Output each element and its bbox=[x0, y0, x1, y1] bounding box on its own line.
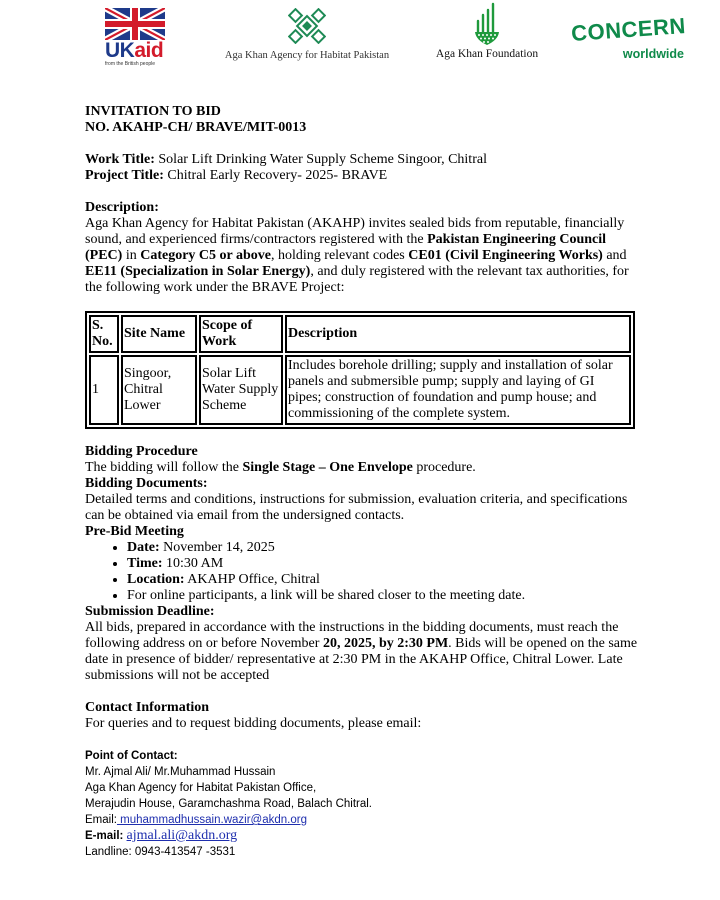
email-label: Email: bbox=[85, 814, 117, 826]
contact-names: Mr. Ajmal Ali/ Mr.Muhammad Hussain bbox=[85, 766, 276, 778]
cell-sno: 1 bbox=[89, 355, 119, 425]
work-title bbox=[85, 152, 645, 168]
deadline-text-part: . Bids will be opened on the same date in presence of bidder/ representative at 2:30 PM in the AKAHP Office, Chitral Lower. Late submissions will not be accepted bbox=[85, 636, 638, 683]
pre-bid-meeting-heading: Pre-Bid Meeting bbox=[85, 524, 184, 539]
meeting-item-label: Location: bbox=[127, 572, 185, 587]
bid-number: NO. AKAHP-CH/ BRAVE/MIT-0013 bbox=[85, 120, 307, 135]
akf-logo-name: Aga Khan Foundation bbox=[435, 48, 539, 60]
description-text-part: , holding relevant codes bbox=[271, 248, 409, 263]
work-title-label: Work Title: bbox=[85, 152, 155, 167]
meeting-item-value: For online participants, a link will be shared closer to the meeting date. bbox=[127, 588, 526, 603]
bidding-procedure-text bbox=[85, 460, 645, 476]
meeting-online-note bbox=[127, 588, 645, 604]
akf-logo bbox=[432, 2, 542, 60]
cell-description: Includes borehole drilling; supply and installation of solar panels and submersible pump; supply and laying of GI pipes; construction of foundation and pump house; and commissioning of the complete system. bbox=[285, 355, 631, 425]
landline-label: Landline: bbox=[85, 846, 132, 858]
meeting-time bbox=[127, 556, 645, 572]
procedure-type: Single Stage – One Envelope bbox=[242, 460, 413, 475]
project-title-value: Chitral Early Recovery- 2025- BRAVE bbox=[163, 168, 388, 183]
code-ee11-text: EE11 (Specialization in Solar Energy) bbox=[85, 264, 311, 279]
work-title-value: Solar Lift Drinking Water Supply Scheme Singoor, Chitral bbox=[154, 152, 487, 167]
code-ce01-text: CE01 (Civil Engineering Works) bbox=[408, 248, 603, 263]
email-link-ajmal-ali[interactable]: ajmal.ali@akdn.org bbox=[126, 828, 238, 843]
description-text-part: and bbox=[602, 248, 627, 263]
contact-address: Merajudin House, Garamchashma Road, Balach Chitral. bbox=[85, 798, 372, 810]
ukaid-tagline: from the British people bbox=[105, 61, 156, 67]
akah-logo bbox=[222, 8, 392, 61]
meeting-item-value: AKAHP Office, Chitral bbox=[184, 572, 320, 587]
description-text-part: Aga Khan Agency for Habitat Pakistan (AKAHP) invites sealed bids from reputable, financially sound, and experienced firms/contractors registered with the bbox=[85, 216, 625, 247]
ukaid-wordmark bbox=[105, 41, 167, 61]
pre-bid-meeting-list bbox=[85, 540, 645, 604]
landline-number: 0943-413547 -3531 bbox=[131, 846, 236, 858]
deadline-date: 20, 2025, by 2:30 PM bbox=[322, 636, 449, 651]
akah-emblem-icon bbox=[288, 8, 326, 44]
deadline-text-part: All bids, prepared in accordance with the instructions in the bidding documents, must reach the following address on or before November bbox=[85, 620, 619, 651]
cell-scope: Solar Lift Water Supply Scheme bbox=[199, 355, 283, 425]
header-site-name: Site Name bbox=[121, 315, 197, 353]
meeting-item-label: Date: bbox=[127, 540, 160, 555]
concern-logo bbox=[570, 13, 687, 61]
header-sno: S. No. bbox=[89, 315, 119, 353]
pec-text: Pakistan Engineering Council (PEC) bbox=[85, 232, 607, 263]
bid-document bbox=[85, 104, 645, 860]
contact-office: Aga Khan Agency for Habitat Pakistan Office, bbox=[85, 782, 317, 794]
email-label: E-mail: bbox=[85, 830, 124, 842]
meeting-item-label: Time: bbox=[127, 556, 163, 571]
category-text: Category C5 or above bbox=[140, 248, 271, 263]
submission-deadline-heading: Submission Deadline: bbox=[85, 604, 215, 619]
akah-logo-name: Aga Khan Agency for Habitat Pakistan bbox=[224, 50, 390, 61]
point-of-contact bbox=[85, 748, 645, 860]
work-table bbox=[85, 311, 635, 429]
description-text-part: in bbox=[122, 248, 141, 263]
header-description: Description bbox=[285, 315, 631, 353]
meeting-item-value: 10:30 AM bbox=[162, 556, 224, 571]
document-title: INVITATION TO BID bbox=[85, 104, 221, 119]
concern-wordmark: CONCERN bbox=[570, 13, 687, 46]
bidding-documents-text: Detailed terms and conditions, instructions for submission, evaluation criteria, and specifications can be obtained via email from the undersigned contacts. bbox=[85, 492, 628, 523]
contact-information-heading: Contact Information bbox=[85, 700, 210, 715]
procedure-text-part: The bidding will follow the bbox=[85, 460, 243, 475]
project-title-label: Project Title: bbox=[85, 168, 164, 183]
contact-email-1 bbox=[85, 812, 645, 828]
ukaid-aid-text: aid bbox=[134, 39, 164, 62]
description-text-part: , and duly registered with the relevant tax authorities, for the following work under the BRAVE Project: bbox=[85, 264, 629, 295]
cell-site-name: Singoor, Chitral Lower bbox=[121, 355, 197, 425]
ukaid-logo bbox=[105, 8, 167, 67]
project-title bbox=[85, 168, 645, 184]
description-text bbox=[85, 216, 645, 296]
header-scope: Scope of Work bbox=[199, 315, 283, 353]
table-header-row bbox=[89, 315, 631, 353]
akf-emblem-icon bbox=[473, 2, 501, 46]
submission-deadline-text bbox=[85, 620, 645, 684]
meeting-location bbox=[127, 572, 645, 588]
bidding-procedure-heading: Bidding Procedure bbox=[85, 444, 198, 459]
table-row bbox=[89, 355, 631, 425]
procedure-text-part: procedure. bbox=[412, 460, 476, 475]
contact-email-2 bbox=[85, 828, 645, 844]
ukaid-uk-text: UK bbox=[105, 39, 135, 62]
meeting-item-value: November 14, 2025 bbox=[159, 540, 275, 555]
contact-landline bbox=[85, 844, 645, 860]
point-of-contact-heading: Point of Contact: bbox=[85, 750, 178, 762]
union-jack-flag-icon bbox=[105, 8, 165, 40]
description-heading: Description: bbox=[85, 200, 159, 215]
concern-worldwide-text: worldwide bbox=[622, 47, 684, 61]
contact-information-text: For queries and to request bidding documents, please email: bbox=[85, 716, 422, 731]
meeting-date bbox=[127, 540, 645, 556]
bidding-documents-heading: Bidding Documents: bbox=[85, 476, 208, 491]
email-link-muhammad-hussain[interactable]: muhammadhussain.wazir@akdn.org bbox=[116, 814, 307, 826]
